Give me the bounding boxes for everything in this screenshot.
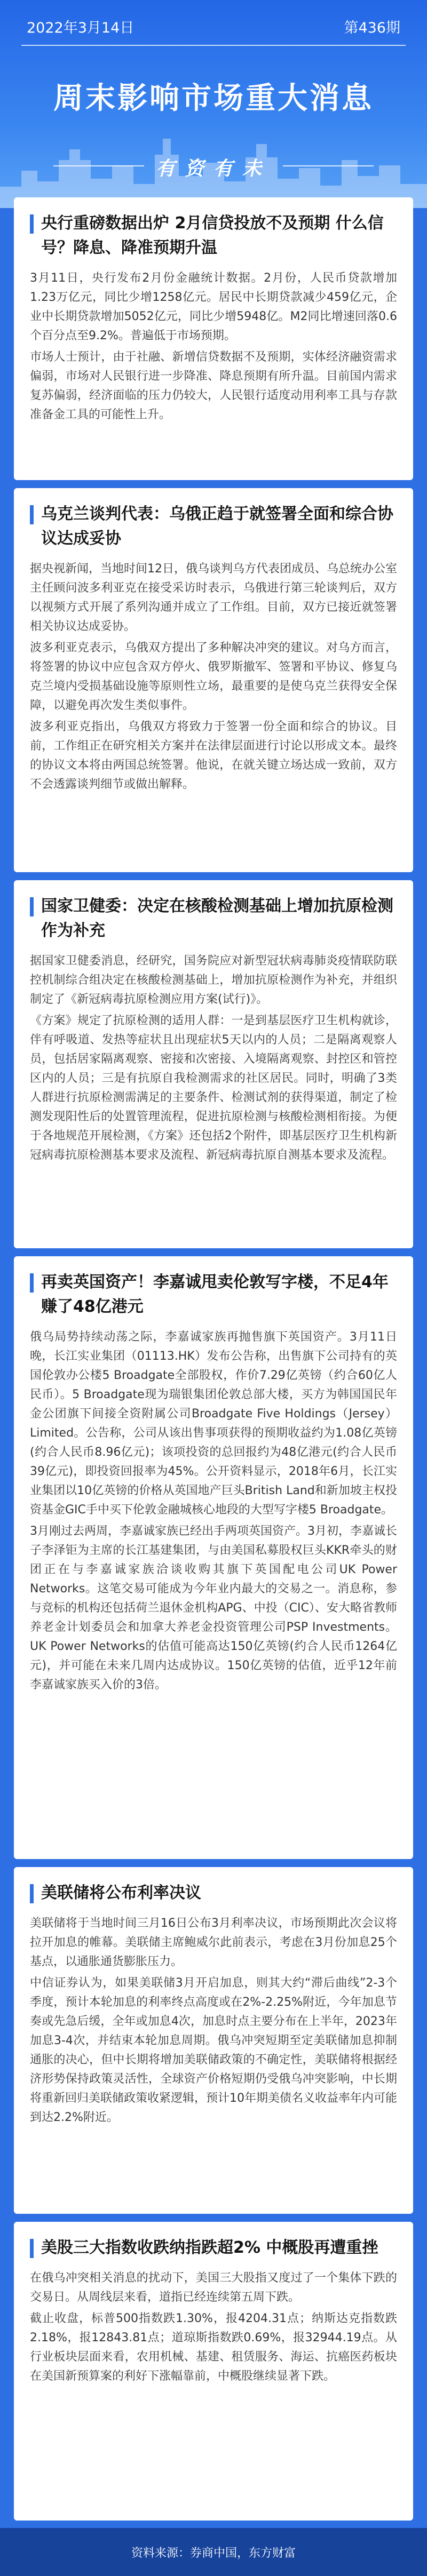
news-paragraph: 中信证券认为，如果美联储3月开启加息，则其大约“滞后曲线”2-3个季度，预计本轮加息的利率终点高度或在2%-2.25%附近，今年加息节奏或先急后缓，全年或加息4次，加息时点主要分布在上半年，2023年加息3-4次，并结束本轮加息周期。俄乌冲突短期至定美联储加息抑制通胀的决心，但中长期将增加美联储政策的不确定性，美联储将根据经济形势保持政策灵活性，全球资产价格短期仍受俄乌冲突影响，中长期将重新回归美联储政策收紧逻辑，预计10年期美债名义收益率年内可能到达2.2%附近。 (30, 1976, 397, 2124)
news-card (14, 880, 413, 1248)
page-subtitle: 有资有未 (155, 158, 271, 180)
news-paragraph: 据央视新闻，当地时间12日，俄乌谈判乌方代表团成员、乌总统办公室主任顾问波多利亚克在接受采访时表示，乌俄进行第三轮谈判后，双方以视频方式开展了系列沟通并成立了工作组。目前，双方已接近就签署相关协议达成妥协。 (30, 562, 397, 633)
news-paragraph: 波多利亚克表示，乌俄双方提出了多种解决冲突的建议。对乌方而言，将签署的协议中应包含双方停火、俄罗斯撤军、签署和平协议、修复乌克兰境内受损基础设施等原则性立场，最重要的是使乌克兰获得安全保障，以避免再次发生类似事件。 (30, 641, 397, 712)
header-meta (27, 16, 400, 37)
header-divider (21, 45, 406, 46)
header-banner (0, 0, 427, 208)
news-paragraph: 截止收盘，标普500指数跌1.30%，报4204.31点；纳斯达克指数跌2.18%，报12843.81点；道琼斯指数跌0.69%，报32944.19点。从行业板块层面来看，农用机械、基建、租赁服务、海运、抗癌医药板块在美国新预算案的利好下涨幅靠前，中概股继续显著下跌。 (30, 2312, 397, 2383)
source-footer (0, 2528, 427, 2576)
news-card (14, 1867, 413, 2214)
news-title: 美联储将公布利率决议 (41, 1884, 201, 1902)
title-accent-bar (30, 1273, 34, 1293)
news-paragraph: 俄乌局势持续动荡之际，李嘉诚家族再抛售旗下英国资产。3月11日晚，长江实业集团（01113.HK）发布公告称，出售旗下公司持有的英国伦敦办公楼5 Broadgate全部股权，作价7.29亿英镑（约合60亿人民币）。5 Broadgate现为瑞银集团伦敦总部大楼，买方为韩国国民年金公团旗下间接全资附属公司Broadgate Five Holdings（Jersey）Limited。公告称，公司从该出售事项获得的预期收益约为1.08亿英镑(约合人民币8.96亿元)；该项投资的总回报约为48亿港元(约合人民币39亿元)，即投资回报率为45%。公开资料显示，2018年6月，长江实业集团以10亿英镑的价格从英国地产巨头British Land和新加坡主权投资基金GIC手中买下伦敦金融城核心地段的大型写字楼5 Broadgate。 (30, 1330, 397, 1517)
news-title: 再卖英国资产！李嘉诚甩卖伦敦写字楼，不足4年赚了48亿港元 (41, 1273, 389, 1316)
title-accent-bar (30, 1884, 34, 1903)
news-title: 央行重磅数据出炉 2月信贷投放不及预期 什么信号？降息、降准预期升温 (41, 214, 384, 257)
issue-number: 第436期 (344, 20, 400, 36)
news-title: 美股三大指数收跌纳指跌超2% 中概股再遭重挫 (41, 2238, 378, 2257)
title-accent-bar (30, 2239, 34, 2258)
title-accent-bar (30, 897, 34, 916)
news-paragraph: 3月刚过去两周，李嘉诚家族已经出手两项英国资产。3月初，李嘉诚长子李泽钜为主席的长江基建集团，与由美国私募股权巨头KKR牵头的财团正在与李嘉诚家族洽谈收购其旗下英国配电公司UK Power Networks。这笔交易可能成为今年业内最大的交易之一。消息称，参与竞标的机构还包括荷兰退休金机构APG、中投（CIC）、安大略省教师养老金计划委员会和加拿大养老金投资管理公司PSP Investments。UK Power Networks的估值可能高达150亿英镑(约合人民币1264亿元)，并可能在未来几周内达成协议。150亿英镑的估值，近乎12年前李嘉诚家族买入价的3倍。 (30, 1525, 397, 1692)
news-title: 国家卫健委：决定在核酸检测基础上增加抗原检测作为补充 (41, 897, 393, 940)
page-title: 周末影响市场重大消息 (53, 81, 374, 116)
news-paragraph: 《方案》规定了抗原检测的适用人群：一是到基层医疗卫生机构就诊，伴有呼吸道、发热等症状且出现症状5天以内的人员；二是隔离观察人员，包括居家隔离观察、密接和次密接、入境隔离观察、封控区和管控区内的人员；三是有抗原自我检测需求的社区居民。同时，明确了3类人群进行抗原检测需满足的主要条件、检测试剂的获得渠道，制定了检测发现阳性后的处置管理流程，促进抗原检测与核酸检测相衔接。为便于各地规范开展检测，《方案》还包括2个附件，即基层医疗卫生机构新冠病毒抗原检测基本要求及流程、新冠病毒抗原自测基本要求及流程。 (30, 1014, 397, 1162)
news-paragraph: 3月11日，央行发布2月份金融统计数据。2月份，人民币贷款增加1.23万亿元，同比少增1258亿元。居民中长期贷款减少459亿元，企业中长期贷款增加5052亿元，同比少增5948亿。M2同比增速回落0.6个百分点至9.2%。普遍低于市场预期。 (30, 272, 397, 342)
title-accent-bar (30, 214, 34, 234)
news-paragraph: 美联储将于当地时间三月16日公布3月利率决议，市场预期此次会议将拉开加息的帷幕。美联储主席鲍威尔此前表示，考虑在3月份加息25个基点，以通胀通货膨胀压力。 (30, 1917, 397, 1968)
issue-date: 2022年3月14日 (27, 20, 135, 36)
news-card (14, 1256, 413, 1859)
news-title: 乌克兰谈判代表：乌俄正趋于就签署全面和综合协议达成妥协 (41, 505, 393, 548)
title-accent-bar (30, 505, 34, 524)
news-card (14, 197, 413, 480)
source-text: 资料来源：券商中国，东方财富 (131, 2546, 296, 2560)
news-paragraph: 市场人士预计，由于社融、新增信贷数据不及预期，实体经济融资需求偏弱，市场对人民银行进一步降准、降息预期有所升温。目前国内需求复苏偏弱，经济面临的压力仍较大，人民银行适度动用利率工具与存款准备金工具的可能性上升。 (30, 350, 397, 421)
news-paragraph: 波多利亚克指出，乌俄双方将致力于签署一份全面和综合的协议。目前，工作组正在研究相关方案并在法律层面进行讨论以形成文本。最终的协议文本将由两国总统签署。他说，在就关键立场达成一致前，双方不会透露谈判细节或做出解释。 (30, 720, 397, 791)
news-card (14, 2222, 413, 2521)
news-paragraph: 据国家卫健委消息，经研究，国务院应对新型冠状病毒肺炎疫情联防联控机制综合组决定在核酸检测基础上，增加抗原检测作为补充，并组织制定了《新冠病毒抗原检测应用方案(试行)》。 (30, 954, 397, 1006)
news-card (14, 488, 413, 872)
news-paragraph: 在俄乌冲突相关消息的扰动下，美国三大股指又度过了一个集体下跌的交易日。从周线层来看，道指已经连续第五周下跌。 (30, 2271, 397, 2304)
